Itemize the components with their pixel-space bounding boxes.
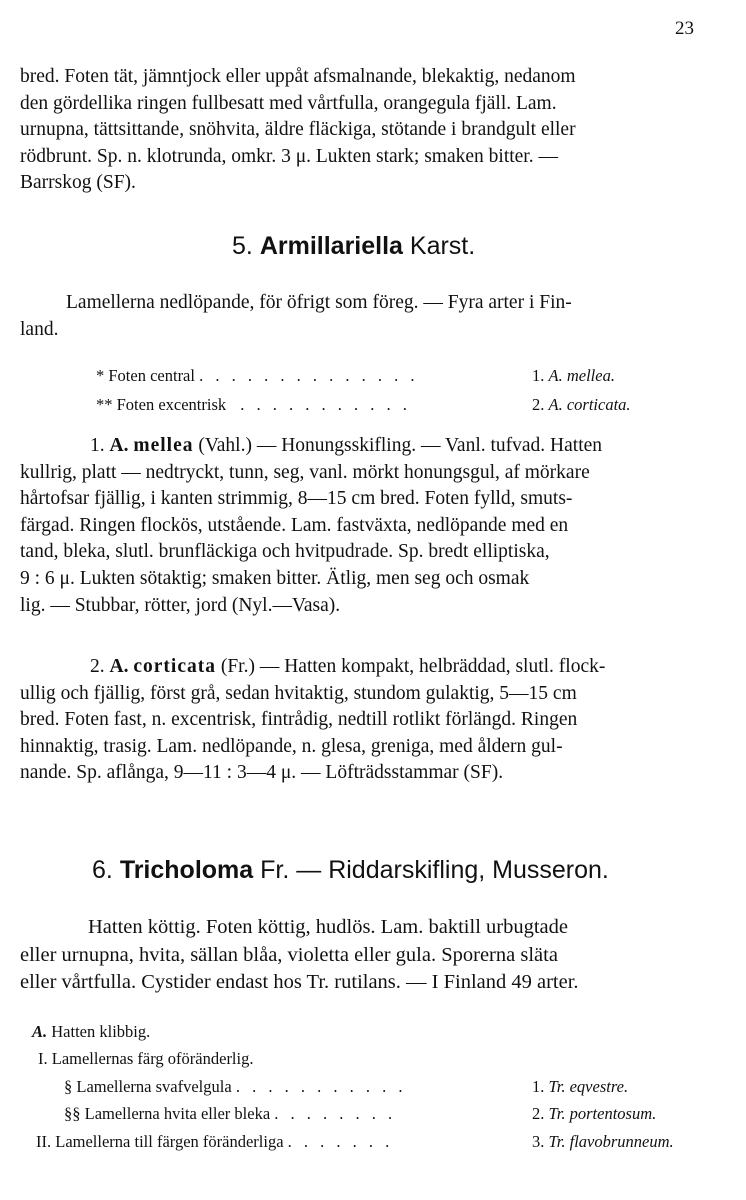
key-line [96, 366, 615, 386]
key-genus: Tr. [548, 1077, 566, 1096]
key-result [532, 395, 631, 415]
text-line: kullrig, platt — nedtryckt, tunn, seg, vanl. mörkt honungsgul, af mörkare [20, 461, 590, 483]
key-mark: * [96, 366, 105, 385]
text-line: hårtofsar fjällig, i kanten strimmig, 8—15 cm bred. Foten fylld, smuts- [20, 488, 573, 510]
leader-dots: . . . . . . . . . . . [235, 1077, 407, 1096]
text-line: 9 : 6 μ. Lukten sötaktig; smaken bitter. Ätlig, men seg och osmak [20, 567, 530, 589]
leader-dots: . . . . . . . . . . . [240, 395, 411, 414]
section-heading-tricholoma [92, 856, 609, 885]
leader-dots: . . . . . . . [287, 1132, 394, 1151]
key-result [532, 366, 615, 386]
species-name: corticata [133, 656, 216, 677]
leader-dots: . . . . . . . . . . . . . . [199, 366, 419, 385]
key-species: flavobrunneum. [569, 1132, 674, 1151]
species-entry-corticata [20, 654, 726, 787]
key-genus: A. [548, 366, 563, 385]
page-number: 23 [675, 18, 694, 39]
species-number: 1. [90, 435, 105, 456]
text-line [20, 654, 726, 681]
text-line: Lamellerna nedlöpande, för öfrigt som föreg. — Fyra arter i Fin- [66, 292, 572, 313]
section-heading-armillariella [232, 232, 475, 261]
key-text: Lamellerna till färgen föränderliga [55, 1132, 284, 1151]
key-genus: Tr. [548, 1132, 566, 1151]
key-genus: Tr. [548, 1104, 566, 1123]
key-species: eqvestre. [569, 1077, 629, 1096]
key-result [532, 1132, 674, 1152]
species-entry-mellea [20, 433, 726, 619]
key-number: 2. [532, 395, 545, 414]
text-line: eller vårtfulla. Cystider endast hos Tr. rutilans. — I Finland 49 arter. [20, 971, 579, 993]
key-line [32, 1022, 150, 1042]
text-line: bred. Foten tät, jämntjock eller uppåt afsmalnande, blekaktig, nedanom [20, 66, 576, 87]
key-result [532, 1104, 656, 1124]
key-result [532, 1077, 628, 1097]
key-label: §§ [64, 1104, 81, 1123]
key-species: portentosum. [569, 1104, 657, 1123]
species-genus: A. [109, 435, 129, 456]
key-label: II. [36, 1132, 52, 1151]
text-line: tand, bleka, slutl. brunfläckiga och hvitpudrade. Sp. bredt elliptiska, [20, 541, 550, 563]
intro-paragraph [20, 64, 726, 197]
leader-dots: . . . . . . . . [274, 1104, 397, 1123]
text-line: Barrskog (SF). [20, 172, 136, 194]
key-line [36, 1132, 674, 1152]
key-genus: A. [548, 395, 563, 414]
key-number: 2. [532, 1104, 545, 1123]
key-line [96, 395, 631, 415]
text-line: ullig och fjällig, först grå, sedan hvitaktig, stundom gulaktig, 5—15 cm [20, 682, 577, 704]
key-species: corticata. [566, 395, 631, 414]
genus-author-common-names: Fr. — Riddarskifling, Musseron. [260, 856, 609, 884]
text-line: bred. Foten fast, n. excentrisk, fintrådig, nedtill rotlikt förlängd. Ringen [20, 709, 578, 731]
text-line: land. [20, 318, 59, 340]
key-number: 3. [532, 1132, 545, 1151]
genus-name: Armillariella [259, 232, 403, 260]
key-text: Lamellerna svafvelgula [76, 1077, 232, 1096]
key-label: A. [32, 1022, 48, 1041]
key-label: § [64, 1077, 73, 1096]
key-species: mellea. [566, 366, 615, 385]
key-text: Foten central [108, 366, 195, 385]
text-line: eller urnupna, hvita, sällan blåa, violetta eller gula. Sporerna släta [20, 943, 558, 966]
key-text: Lamellerna hvita eller bleka [84, 1104, 271, 1123]
key-text: Hatten klibbig. [51, 1022, 151, 1041]
text-line: lig. — Stubbar, rötter, jord (Nyl.—Vasa). [20, 594, 341, 616]
key-line [64, 1077, 629, 1097]
key-line [64, 1104, 657, 1124]
text-line: Hatten köttig. Foten köttig, hudlös. Lam. baktill urbugtade [88, 916, 568, 938]
species-text: (Fr.) — Hatten kompakt, helbräddad, slutl. flock- [220, 656, 606, 677]
species-name: mellea [133, 435, 194, 456]
text-line: färgad. Ringen flockös, utstående. Lam. fastväxta, nedlöpande med en [20, 514, 569, 536]
key-mark: ** [96, 395, 113, 414]
section5-description [20, 290, 726, 343]
genus-name: Tricholoma [119, 856, 254, 884]
text-line: urnupna, tättsittande, snöhvita, äldre fläckiga, stötande i brandgult eller [20, 119, 576, 141]
genus-author: Karst. [409, 232, 476, 260]
species-text: (Vahl.) — Honungsskifling. — Vanl. tufvad. Hatten [198, 435, 603, 456]
key-text: Foten excentrisk [116, 395, 227, 414]
section6-description [20, 914, 726, 997]
key-number: 1. [532, 1077, 545, 1096]
section-number: 5. [232, 232, 253, 260]
key-number: 1. [532, 366, 545, 385]
text-line: hinnaktig, trasig. Lam. nedlöpande, n. glesa, greniga, med åldern gul- [20, 735, 563, 757]
key-text: Lamellernas färg oföränderlig. [51, 1049, 254, 1068]
text-line [20, 433, 726, 460]
key-line [38, 1049, 253, 1069]
section-number: 6. [92, 856, 113, 884]
text-line: den gördellika ringen fullbesatt med vårtfulla, orangegula fjäll. Lam. [20, 92, 557, 114]
key-label: I. [38, 1049, 48, 1068]
species-number: 2. [90, 656, 105, 677]
text-line: rödbrunt. Sp. n. klotrunda, omkr. 3 μ. Lukten stark; smaken bitter. — [20, 145, 558, 167]
text-line: nande. Sp. aflånga, 9—11 : 3—4 μ. — Löfträdsstammar (SF). [20, 762, 504, 784]
species-genus: A. [109, 656, 129, 677]
